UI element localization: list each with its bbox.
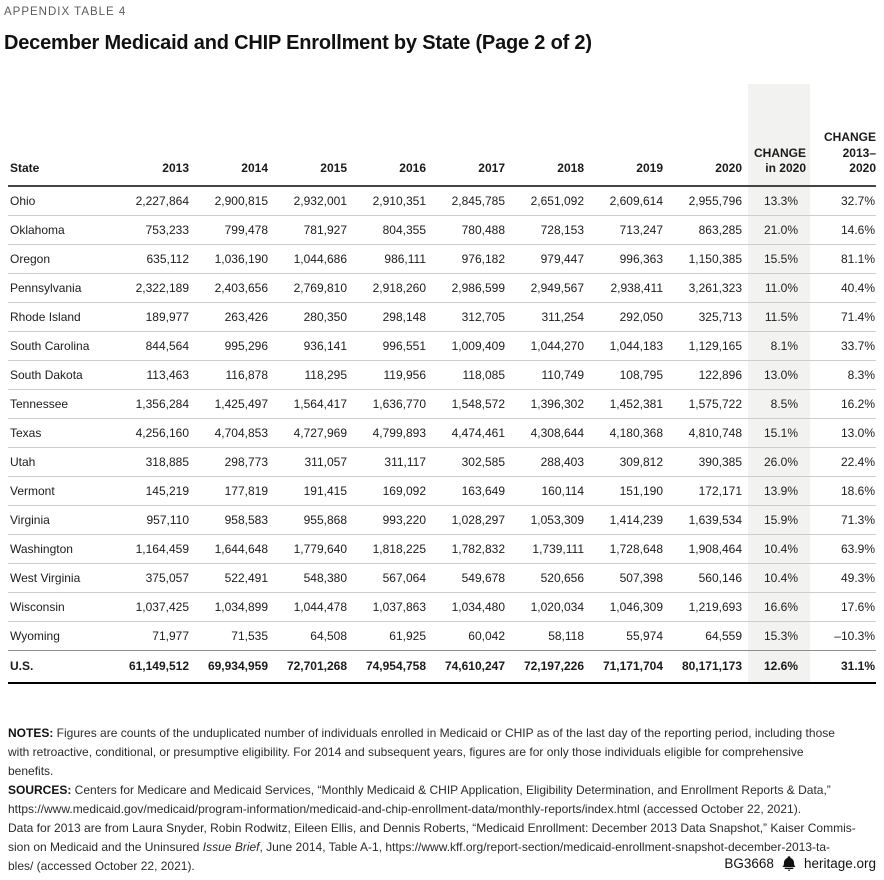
column-header-change-2013-2020: CHANGE 2013– 2020 bbox=[810, 84, 876, 186]
year-value-cell: 191,415 bbox=[274, 476, 353, 505]
year-value-cell: 4,308,644 bbox=[511, 418, 590, 447]
year-value-cell: 996,363 bbox=[590, 244, 669, 273]
year-value-cell: 863,285 bbox=[669, 215, 748, 244]
year-value-cell: 119,956 bbox=[353, 360, 432, 389]
year-value-cell: 1,028,297 bbox=[432, 505, 511, 534]
change-2013-2020-cell: 13.0% bbox=[810, 418, 876, 447]
year-value-cell: 312,705 bbox=[432, 302, 511, 331]
notes-text: Figures are counts of the unduplicated number of individuals enrolled in Medicaid or CHIP as of the last day of the reporting period, including those bbox=[53, 725, 835, 740]
sources-line: https://www.medicaid.gov/medicaid/program-information/medicaid-and-chip-enrollment-data/monthly-reports/index.html (accessed October 22, 2021). bbox=[8, 801, 802, 816]
year-value-cell: 110,749 bbox=[511, 360, 590, 389]
appendix-table-label: APPENDIX TABLE 4 bbox=[4, 6, 127, 18]
year-value-cell: 1,034,899 bbox=[195, 592, 274, 621]
year-value-cell: 1,782,832 bbox=[432, 534, 511, 563]
year-value-cell: 1,739,111 bbox=[511, 534, 590, 563]
year-value-cell: 753,233 bbox=[116, 215, 195, 244]
notes-label: NOTES: bbox=[8, 725, 54, 740]
year-value-cell: 4,799,893 bbox=[353, 418, 432, 447]
year-value-cell: 325,713 bbox=[669, 302, 748, 331]
year-value-cell: 522,491 bbox=[195, 563, 274, 592]
total-value-cell: 74,610,247 bbox=[432, 650, 511, 683]
year-value-cell: 1,034,480 bbox=[432, 592, 511, 621]
table-row bbox=[8, 592, 876, 621]
year-value-cell: 71,977 bbox=[116, 621, 195, 650]
change-2013-2020-cell: 22.4% bbox=[810, 447, 876, 476]
year-value-cell: 160,114 bbox=[511, 476, 590, 505]
year-value-cell: 976,182 bbox=[432, 244, 511, 273]
year-value-cell: 189,977 bbox=[116, 302, 195, 331]
year-value-cell: 2,910,351 bbox=[353, 186, 432, 216]
year-value-cell: 2,651,092 bbox=[511, 186, 590, 216]
year-value-cell: 298,773 bbox=[195, 447, 274, 476]
table-row bbox=[8, 563, 876, 592]
year-value-cell: 298,148 bbox=[353, 302, 432, 331]
year-value-cell: 2,949,567 bbox=[511, 273, 590, 302]
change-2020-cell: 11.5% bbox=[748, 302, 810, 331]
state-cell: Wyoming bbox=[8, 621, 116, 650]
state-cell: Pennsylvania bbox=[8, 273, 116, 302]
total-value-cell: 61,149,512 bbox=[116, 650, 195, 683]
year-value-cell: 635,112 bbox=[116, 244, 195, 273]
total-value-cell: 72,197,226 bbox=[511, 650, 590, 683]
year-value-cell: 2,955,796 bbox=[669, 186, 748, 216]
state-cell: Virginia bbox=[8, 505, 116, 534]
state-cell: West Virginia bbox=[8, 563, 116, 592]
year-value-cell: 64,508 bbox=[274, 621, 353, 650]
enrollment-table bbox=[8, 84, 876, 684]
year-value-cell: 4,180,368 bbox=[590, 418, 669, 447]
year-value-cell: 844,564 bbox=[116, 331, 195, 360]
change-2013-2020-cell: 18.6% bbox=[810, 476, 876, 505]
year-value-cell: 118,085 bbox=[432, 360, 511, 389]
change-2020-cell: 16.6% bbox=[748, 592, 810, 621]
year-value-cell: 1,053,309 bbox=[511, 505, 590, 534]
total-change-2020-cell: 12.6% bbox=[748, 650, 810, 683]
year-value-cell: 309,812 bbox=[590, 447, 669, 476]
year-value-cell: 936,141 bbox=[274, 331, 353, 360]
year-value-cell: 302,585 bbox=[432, 447, 511, 476]
state-cell: Oregon bbox=[8, 244, 116, 273]
year-value-cell: 145,219 bbox=[116, 476, 195, 505]
year-value-cell: 1,219,693 bbox=[669, 592, 748, 621]
table-row bbox=[8, 186, 876, 216]
year-value-cell: 55,974 bbox=[590, 621, 669, 650]
year-value-cell: 986,111 bbox=[353, 244, 432, 273]
notes-line bbox=[8, 724, 876, 743]
change-2013-2020-cell: 32.7% bbox=[810, 186, 876, 216]
sources-line: bles/ (accessed October 22, 2021). bbox=[8, 858, 195, 873]
change-2020-cell: 15.9% bbox=[748, 505, 810, 534]
year-value-cell: 1,044,686 bbox=[274, 244, 353, 273]
year-value-cell: 169,092 bbox=[353, 476, 432, 505]
year-value-cell: 1,639,534 bbox=[669, 505, 748, 534]
year-value-cell: 1,150,385 bbox=[669, 244, 748, 273]
year-value-cell: 1,728,648 bbox=[590, 534, 669, 563]
year-value-cell: 713,247 bbox=[590, 215, 669, 244]
year-value-cell: 2,900,815 bbox=[195, 186, 274, 216]
site-name: heritage.org bbox=[803, 856, 876, 871]
change-2013-2020-cell: 8.3% bbox=[810, 360, 876, 389]
table-row bbox=[8, 302, 876, 331]
year-value-cell: 118,295 bbox=[274, 360, 353, 389]
change-2013-2020-cell: 71.4% bbox=[810, 302, 876, 331]
year-value-cell: 1,425,497 bbox=[195, 389, 274, 418]
table-row bbox=[8, 273, 876, 302]
year-value-cell: 2,769,810 bbox=[274, 273, 353, 302]
change-2020-cell: 15.3% bbox=[748, 621, 810, 650]
year-value-cell: 280,350 bbox=[274, 302, 353, 331]
state-cell: Wisconsin bbox=[8, 592, 116, 621]
column-header-2020: 2020 bbox=[669, 84, 748, 186]
year-value-cell: 780,488 bbox=[432, 215, 511, 244]
change-2013-2020-cell: 33.7% bbox=[810, 331, 876, 360]
year-value-cell: 728,153 bbox=[511, 215, 590, 244]
year-value-cell: 1,020,034 bbox=[511, 592, 590, 621]
year-value-cell: 390,385 bbox=[669, 447, 748, 476]
year-value-cell: 122,896 bbox=[669, 360, 748, 389]
change-2013-2020-cell: 49.3% bbox=[810, 563, 876, 592]
year-value-cell: 549,678 bbox=[432, 563, 511, 592]
year-value-cell: 311,254 bbox=[511, 302, 590, 331]
change-2013-2020-cell: 63.9% bbox=[810, 534, 876, 563]
state-cell: South Carolina bbox=[8, 331, 116, 360]
total-value-cell: 80,171,173 bbox=[669, 650, 748, 683]
change-2020-cell: 13.9% bbox=[748, 476, 810, 505]
year-value-cell: 61,925 bbox=[353, 621, 432, 650]
year-value-cell: 799,478 bbox=[195, 215, 274, 244]
sources-text: , June 2014, Table A-1, https://www.kff.org/report-section/medicaid-enrollment-snapshot-december-2013-ta- bbox=[259, 839, 831, 854]
year-value-cell: 177,819 bbox=[195, 476, 274, 505]
sources-line bbox=[8, 838, 876, 857]
change-2013-2020-cell: 40.4% bbox=[810, 273, 876, 302]
year-value-cell: 2,938,411 bbox=[590, 273, 669, 302]
year-value-cell: 781,927 bbox=[274, 215, 353, 244]
document-code: BG3668 bbox=[724, 856, 774, 871]
year-value-cell: 520,656 bbox=[511, 563, 590, 592]
sources-line: Data for 2013 are from Laura Snyder, Robin Rodwitz, Eileen Ellis, and Dennis Roberts, “Medicaid Enrollment: December 2013 Data Snapshot,” Kaiser Commis- bbox=[8, 820, 856, 835]
year-value-cell: 1,636,770 bbox=[353, 389, 432, 418]
year-value-cell: 1,036,190 bbox=[195, 244, 274, 273]
year-value-cell: 996,551 bbox=[353, 331, 432, 360]
sources-issue-brief-italic: Issue Brief bbox=[202, 839, 260, 854]
change-2020-cell: 8.5% bbox=[748, 389, 810, 418]
year-value-cell: 64,559 bbox=[669, 621, 748, 650]
year-value-cell: 1,644,648 bbox=[195, 534, 274, 563]
table-row bbox=[8, 331, 876, 360]
year-value-cell: 151,190 bbox=[590, 476, 669, 505]
column-header-2018: 2018 bbox=[511, 84, 590, 186]
year-value-cell: 58,118 bbox=[511, 621, 590, 650]
change-2013-2020-cell: 14.6% bbox=[810, 215, 876, 244]
year-value-cell: 1,046,309 bbox=[590, 592, 669, 621]
year-value-cell: 311,057 bbox=[274, 447, 353, 476]
year-value-cell: 1,044,478 bbox=[274, 592, 353, 621]
year-value-cell: 2,918,260 bbox=[353, 273, 432, 302]
year-value-cell: 548,380 bbox=[274, 563, 353, 592]
year-value-cell: 2,986,599 bbox=[432, 273, 511, 302]
year-value-cell: 955,868 bbox=[274, 505, 353, 534]
year-value-cell: 172,171 bbox=[669, 476, 748, 505]
table-row bbox=[8, 244, 876, 273]
year-value-cell: 1,414,239 bbox=[590, 505, 669, 534]
year-value-cell: 318,885 bbox=[116, 447, 195, 476]
state-cell: South Dakota bbox=[8, 360, 116, 389]
sources-line bbox=[8, 781, 876, 800]
year-value-cell: 4,727,969 bbox=[274, 418, 353, 447]
column-header-2016: 2016 bbox=[353, 84, 432, 186]
year-value-cell: 993,220 bbox=[353, 505, 432, 534]
year-value-cell: 4,474,461 bbox=[432, 418, 511, 447]
year-value-cell: 1,908,464 bbox=[669, 534, 748, 563]
table-row bbox=[8, 505, 876, 534]
page-footer bbox=[724, 856, 876, 871]
year-value-cell: 60,042 bbox=[432, 621, 511, 650]
change-2020-cell: 15.5% bbox=[748, 244, 810, 273]
total-value-cell: 74,954,758 bbox=[353, 650, 432, 683]
table-row bbox=[8, 621, 876, 650]
column-header-change-in-2020: CHANGE in 2020 bbox=[748, 84, 810, 186]
year-value-cell: 1,452,381 bbox=[590, 389, 669, 418]
liberty-bell-icon bbox=[781, 856, 797, 871]
year-value-cell: 1,818,225 bbox=[353, 534, 432, 563]
notes-line: benefits. bbox=[8, 763, 54, 778]
year-value-cell: 292,050 bbox=[590, 302, 669, 331]
state-cell: Ohio bbox=[8, 186, 116, 216]
state-cell: Vermont bbox=[8, 476, 116, 505]
year-value-cell: 804,355 bbox=[353, 215, 432, 244]
year-value-cell: 1,129,165 bbox=[669, 331, 748, 360]
column-header-state: State bbox=[8, 84, 116, 186]
year-value-cell: 263,426 bbox=[195, 302, 274, 331]
state-cell: Washington bbox=[8, 534, 116, 563]
year-value-cell: 2,403,656 bbox=[195, 273, 274, 302]
total-state-cell: U.S. bbox=[8, 650, 116, 683]
table-row bbox=[8, 215, 876, 244]
table-row bbox=[8, 447, 876, 476]
notes-line: with retroactive, conditional, or presumptive eligibility. For 2014 and subsequent years, figures are for only those individuals eligible for comprehensive bbox=[8, 744, 804, 759]
year-value-cell: 2,322,189 bbox=[116, 273, 195, 302]
year-value-cell: 113,463 bbox=[116, 360, 195, 389]
year-value-cell: 1,037,425 bbox=[116, 592, 195, 621]
year-value-cell: 2,609,614 bbox=[590, 186, 669, 216]
change-2020-cell: 10.4% bbox=[748, 563, 810, 592]
notes-section bbox=[8, 724, 876, 876]
year-value-cell: 1,164,459 bbox=[116, 534, 195, 563]
state-cell: Tennessee bbox=[8, 389, 116, 418]
year-value-cell: 1,779,640 bbox=[274, 534, 353, 563]
change-2020-cell: 21.0% bbox=[748, 215, 810, 244]
total-value-cell: 69,934,959 bbox=[195, 650, 274, 683]
year-value-cell: 163,649 bbox=[432, 476, 511, 505]
change-2020-cell: 13.3% bbox=[748, 186, 810, 216]
column-header-2017: 2017 bbox=[432, 84, 511, 186]
change-2020-cell: 15.1% bbox=[748, 418, 810, 447]
state-cell: Utah bbox=[8, 447, 116, 476]
state-cell: Rhode Island bbox=[8, 302, 116, 331]
year-value-cell: 288,403 bbox=[511, 447, 590, 476]
year-value-cell: 567,064 bbox=[353, 563, 432, 592]
year-value-cell: 4,256,160 bbox=[116, 418, 195, 447]
change-2020-cell: 13.0% bbox=[748, 360, 810, 389]
table-body bbox=[8, 186, 876, 651]
column-header-2013: 2013 bbox=[116, 84, 195, 186]
column-header-2019: 2019 bbox=[590, 84, 669, 186]
year-value-cell: 2,932,001 bbox=[274, 186, 353, 216]
sources-label: SOURCES: bbox=[8, 782, 72, 797]
year-value-cell: 108,795 bbox=[590, 360, 669, 389]
year-value-cell: 2,845,785 bbox=[432, 186, 511, 216]
year-value-cell: 979,447 bbox=[511, 244, 590, 273]
year-value-cell: 4,704,853 bbox=[195, 418, 274, 447]
state-cell: Texas bbox=[8, 418, 116, 447]
change-2020-cell: 26.0% bbox=[748, 447, 810, 476]
change-2013-2020-cell: 81.1% bbox=[810, 244, 876, 273]
table-row bbox=[8, 360, 876, 389]
year-value-cell: 1,044,183 bbox=[590, 331, 669, 360]
total-value-cell: 71,171,704 bbox=[590, 650, 669, 683]
table-row bbox=[8, 418, 876, 447]
year-value-cell: 1,009,409 bbox=[432, 331, 511, 360]
table-header-row bbox=[8, 84, 876, 186]
sources-text: Centers for Medicare and Medicaid Services, “Monthly Medicaid & CHIP Application, Eligibility Determination, and Enrollment Reports & Data,” bbox=[71, 782, 831, 797]
year-value-cell: 957,110 bbox=[116, 505, 195, 534]
change-2013-2020-cell: 16.2% bbox=[810, 389, 876, 418]
year-value-cell: 375,057 bbox=[116, 563, 195, 592]
year-value-cell: 116,878 bbox=[195, 360, 274, 389]
year-value-cell: 2,227,864 bbox=[116, 186, 195, 216]
sources-text: sion on Medicaid and the Uninsured bbox=[8, 839, 203, 854]
change-2013-2020-cell: 17.6% bbox=[810, 592, 876, 621]
total-row bbox=[8, 650, 876, 683]
table-row bbox=[8, 476, 876, 505]
change-2020-cell: 10.4% bbox=[748, 534, 810, 563]
year-value-cell: 958,583 bbox=[195, 505, 274, 534]
change-2020-cell: 8.1% bbox=[748, 331, 810, 360]
change-2013-2020-cell: –10.3% bbox=[810, 621, 876, 650]
year-value-cell: 1,564,417 bbox=[274, 389, 353, 418]
year-value-cell: 71,535 bbox=[195, 621, 274, 650]
change-2020-cell: 11.0% bbox=[748, 273, 810, 302]
table-row bbox=[8, 534, 876, 563]
year-value-cell: 1,037,863 bbox=[353, 592, 432, 621]
table-row bbox=[8, 389, 876, 418]
total-value-cell: 72,701,268 bbox=[274, 650, 353, 683]
year-value-cell: 3,261,323 bbox=[669, 273, 748, 302]
year-value-cell: 1,548,572 bbox=[432, 389, 511, 418]
year-value-cell: 560,146 bbox=[669, 563, 748, 592]
year-value-cell: 507,398 bbox=[590, 563, 669, 592]
change-2013-2020-cell: 71.3% bbox=[810, 505, 876, 534]
page-title: December Medicaid and CHIP Enrollment by State (Page 2 of 2) bbox=[4, 32, 592, 54]
column-header-2014: 2014 bbox=[195, 84, 274, 186]
state-cell: Oklahoma bbox=[8, 215, 116, 244]
year-value-cell: 1,044,270 bbox=[511, 331, 590, 360]
year-value-cell: 4,810,748 bbox=[669, 418, 748, 447]
year-value-cell: 1,356,284 bbox=[116, 389, 195, 418]
year-value-cell: 1,575,722 bbox=[669, 389, 748, 418]
column-header-2015: 2015 bbox=[274, 84, 353, 186]
total-change-2013-2020-cell: 31.1% bbox=[810, 650, 876, 683]
year-value-cell: 1,396,302 bbox=[511, 389, 590, 418]
year-value-cell: 995,296 bbox=[195, 331, 274, 360]
year-value-cell: 311,117 bbox=[353, 447, 432, 476]
